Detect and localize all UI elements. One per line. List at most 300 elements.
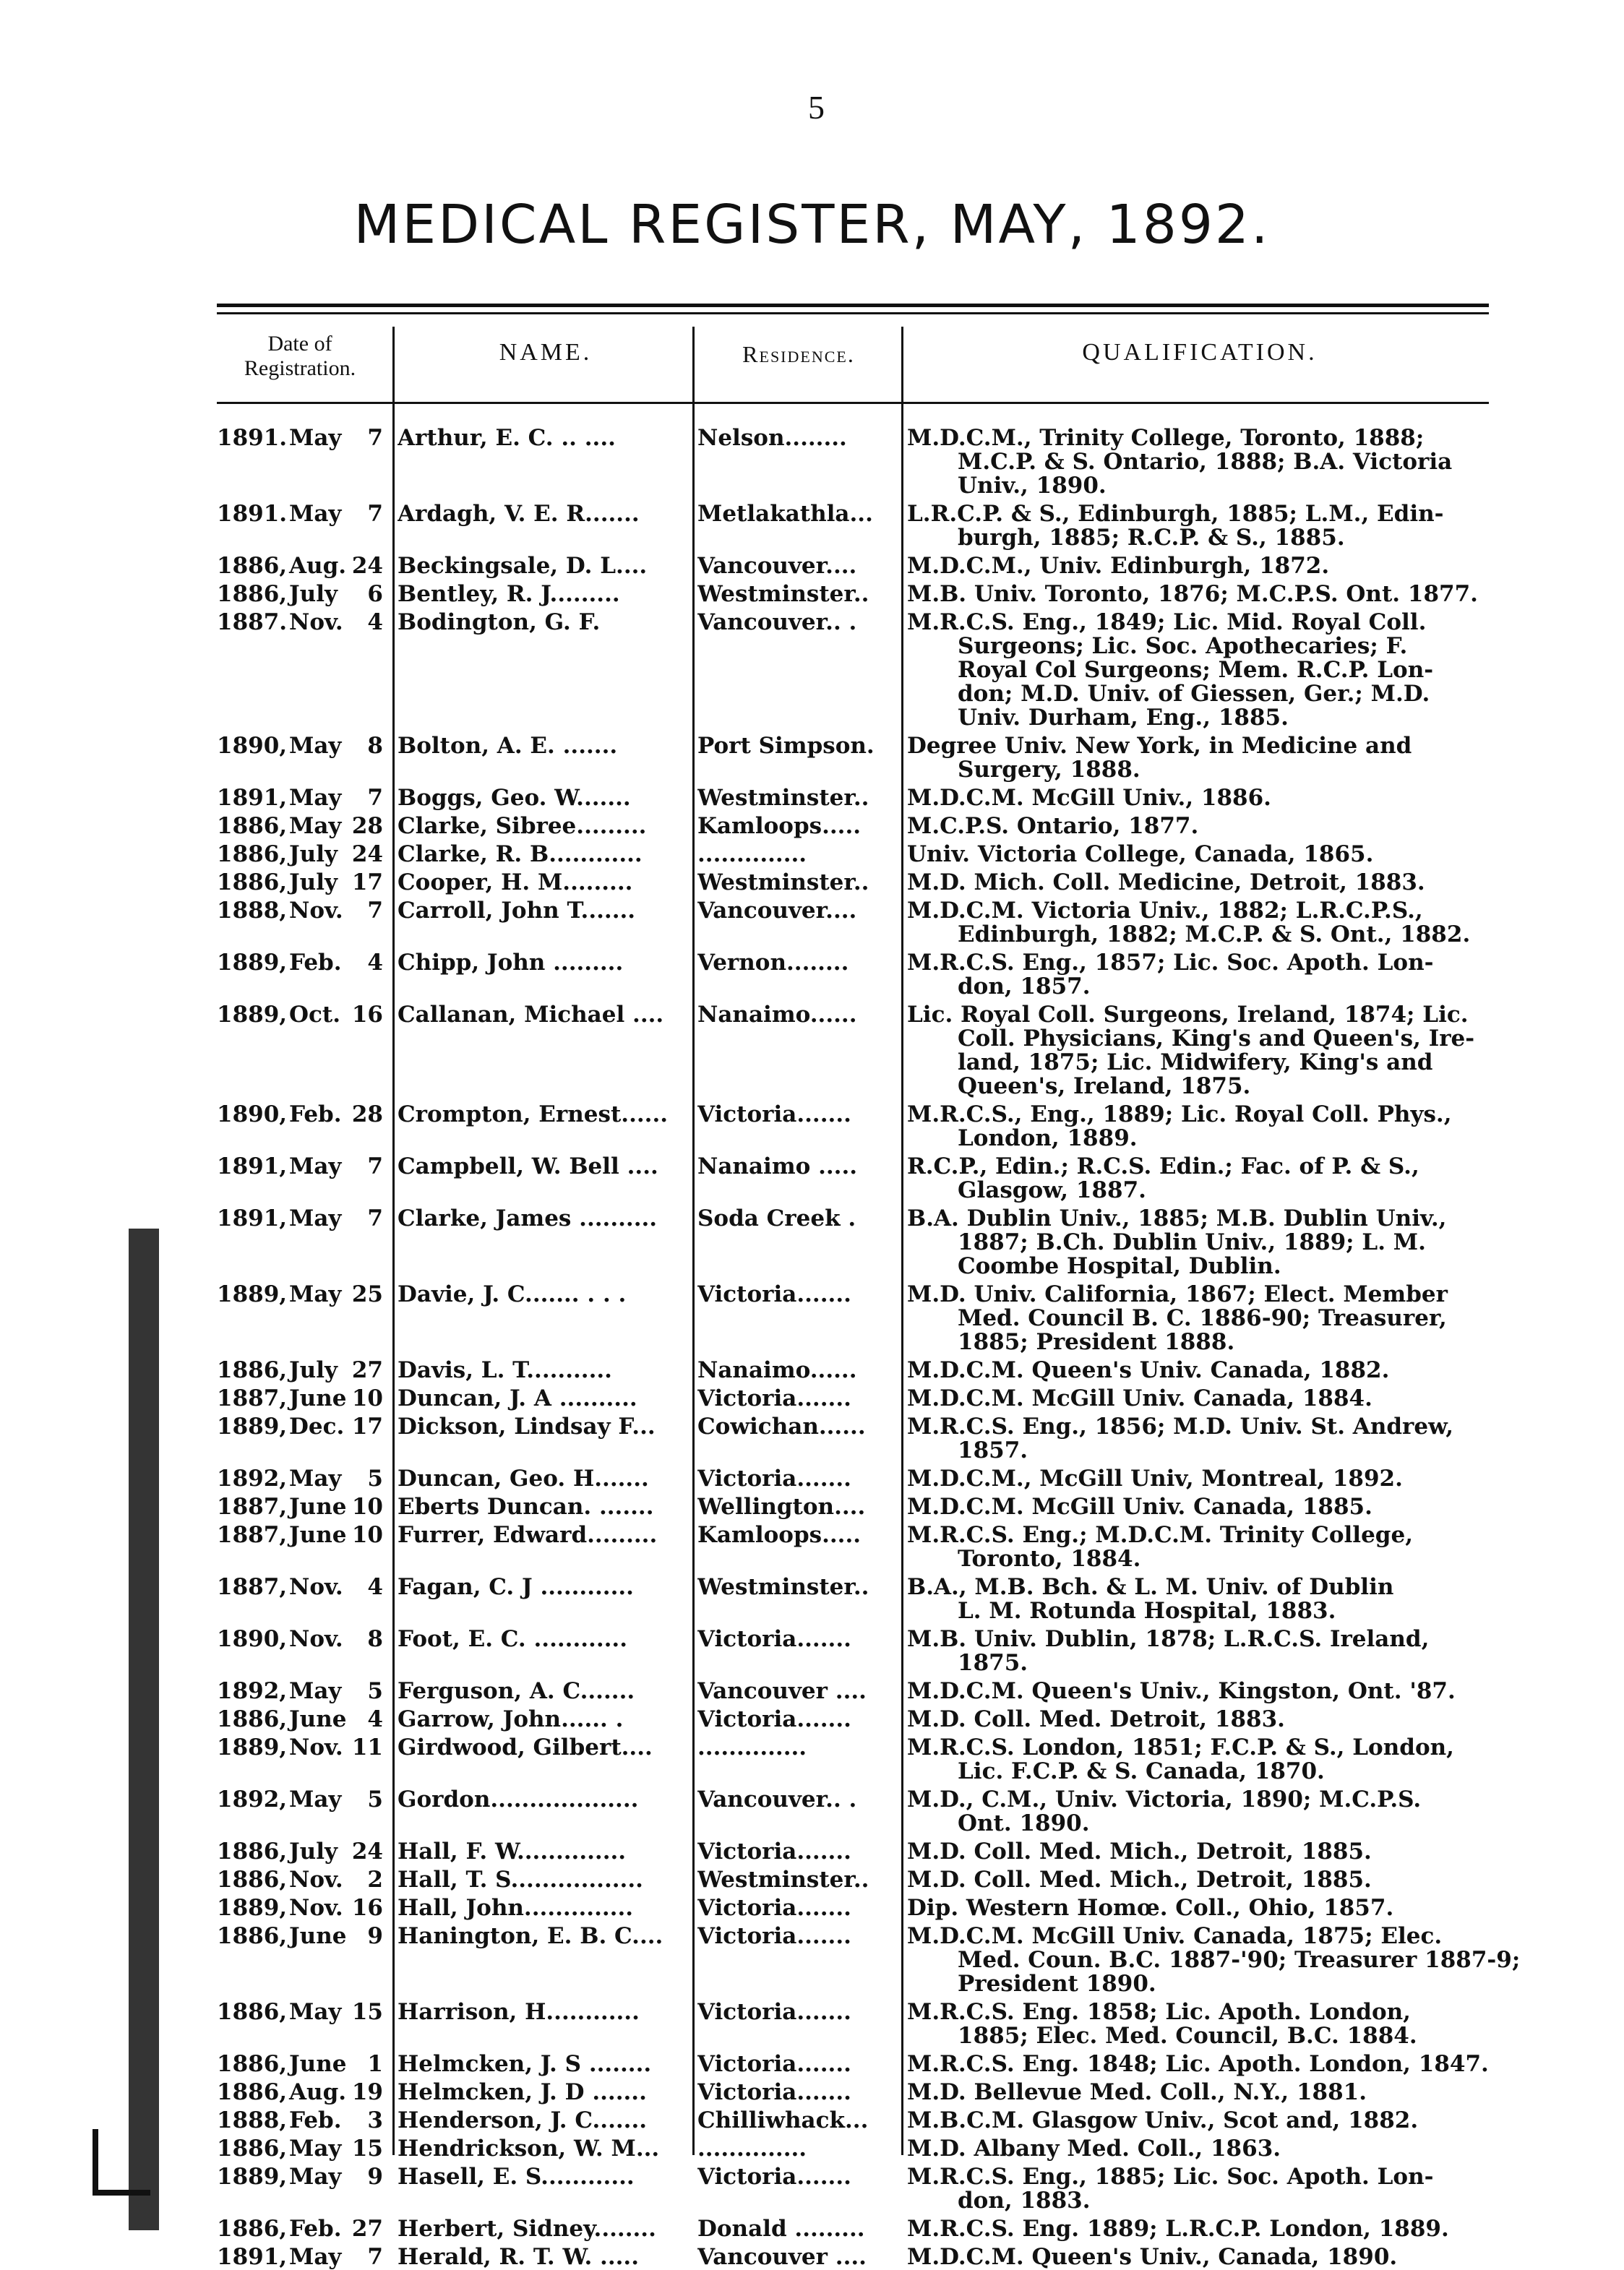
registration-year: 1887. <box>217 609 288 635</box>
registration-day: 4 <box>367 609 383 635</box>
registration-day: 8 <box>367 1626 383 1652</box>
qualification-line: M.D. Univ. California, 1867; Elect. Member <box>907 1281 1448 1307</box>
practitioner-name: Fagan, C. J ............ <box>398 1575 634 1599</box>
top-rule-thin <box>217 312 1489 314</box>
qualification-line: M.R.C.S. Eng. 1889; L.R.C.P. London, 1889. <box>907 2216 1449 2242</box>
registration-month: June <box>289 1923 347 1949</box>
qualification <box>907 2137 1507 2161</box>
registration-day: 19 <box>351 2079 383 2105</box>
registration-day: 5 <box>367 1466 383 1492</box>
registration-date <box>217 1680 383 1703</box>
registration-year: 1889, <box>217 950 288 976</box>
registration-month: Dec. <box>289 1414 345 1440</box>
qualification-line: B.A., M.B. Bch. & L. M. Univ. of Dublin <box>907 1574 1394 1600</box>
practitioner-name: Helmcken, J. S ........ <box>398 2052 652 2076</box>
practitioner-name: Helmcken, J. D ....... <box>398 2081 647 2105</box>
registration-month: June <box>289 2051 347 2077</box>
registration-date <box>217 1003 383 1027</box>
column-divider-2 <box>692 327 695 2155</box>
registration-date <box>217 1840 383 1864</box>
registration-day: 2 <box>367 1867 383 1893</box>
qualification <box>907 1103 1507 1151</box>
registration-year: 1886, <box>217 1706 288 1732</box>
registration-day: 24 <box>351 841 383 867</box>
registration-year: 1891, <box>217 1153 288 1179</box>
registration-day: 8 <box>367 733 383 759</box>
registration-year: 1891, <box>217 2244 288 2270</box>
practitioner-name: Davie, J. C....... . . . <box>398 1283 627 1307</box>
qualification-line: 1875. <box>958 1650 1028 1676</box>
qualification-line: M.D. Mich. Coll. Medicine, Detroit, 1883. <box>907 869 1425 895</box>
registration-year: 1886, <box>217 869 288 895</box>
registration-date <box>217 1155 383 1179</box>
practitioner-name: Gordon................... <box>398 1788 639 1812</box>
qualification-line: burgh, 1885; R.C.P. & S., 1885. <box>958 525 1345 551</box>
qualification <box>907 2000 1507 2048</box>
practitioner-name: Bentley, R. J......... <box>398 582 620 606</box>
registration-day: 1 <box>367 2051 383 2077</box>
residence: Victoria....... <box>697 2000 851 2024</box>
registration-year: 1892, <box>217 1466 288 1492</box>
qualification-line: M.R.C.S. Eng., 1885; Lic. Soc. Apoth. Lon- <box>907 2164 1434 2190</box>
qualification <box>907 1575 1507 1623</box>
registration-year: 1890, <box>217 733 288 759</box>
qualification <box>907 1467 1507 1491</box>
registration-month: Nov. <box>289 898 343 924</box>
qualification-line: M.D.C.M. Queen's Univ. Canada, 1882. <box>907 1357 1390 1383</box>
practitioner-name: Foot, E. C. ............ <box>398 1628 628 1651</box>
registration-date <box>217 786 383 810</box>
residence: Victoria....... <box>697 2165 851 2189</box>
qualification-line: Dip. Western Homœ. Coll., Ohio, 1857. <box>907 1895 1394 1921</box>
registration-year: 1891, <box>217 785 288 811</box>
qualification-line: don; M.D. Univ. of Giessen, Ger.; M.D. <box>958 681 1430 707</box>
registration-year: 1888, <box>217 898 288 924</box>
registration-year: 1892, <box>217 1787 288 1813</box>
registration-date <box>217 1868 383 1892</box>
practitioner-name: Furrer, Edward......... <box>398 1523 658 1547</box>
residence: Vancouver .... <box>697 2245 867 2269</box>
residence: Vernon........ <box>697 951 849 975</box>
registration-date <box>217 1207 383 1231</box>
practitioner-name: Clarke, R. B............ <box>398 843 643 867</box>
qualification-line: M.B. Univ. Toronto, 1876; M.C.P.S. Ont. 1877. <box>907 581 1478 607</box>
registration-day: 10 <box>351 1522 383 1548</box>
registration-date <box>217 2137 383 2161</box>
registration-day: 27 <box>351 1357 383 1383</box>
qualification <box>907 1495 1507 1519</box>
residence: Port Simpson. <box>697 734 875 758</box>
practitioner-name: Arthur, E. C. .. .... <box>398 426 616 450</box>
qualification-line: M.D.C.M. McGill Univ. Canada, 1884. <box>907 1385 1372 1411</box>
qualification <box>907 1003 1507 1099</box>
qualification <box>907 1628 1507 1675</box>
registration-day: 5 <box>367 1678 383 1704</box>
registration-year: 1891. <box>217 425 288 451</box>
practitioner-name: Clarke, Sibree......... <box>398 814 647 838</box>
qualification <box>907 2165 1507 2213</box>
registration-day: 4 <box>367 1706 383 1732</box>
qualification <box>907 1868 1507 1892</box>
registration-day: 15 <box>351 1999 383 2025</box>
qualification-line: Royal Col Surgeons; Mem. R.C.P. Lon- <box>958 657 1434 683</box>
qualification-line: M.R.C.S. Eng.; M.D.C.M. Trinity College, <box>907 1522 1413 1548</box>
registration-day: 7 <box>367 501 383 527</box>
registration-month: July <box>289 869 338 895</box>
qualification-line: M.C.P.S. Ontario, 1877. <box>907 813 1199 839</box>
registration-month: June <box>289 1385 347 1411</box>
registration-year: 1886, <box>217 2136 288 2162</box>
residence: Vancouver.... <box>697 899 857 923</box>
qualification-line: Edinburgh, 1882; M.C.P. & S. Ont., 1882. <box>958 921 1471 947</box>
qualification-line: M.D.C.M., Trinity College, Toronto, 1888; <box>907 425 1425 451</box>
qualification-line: R.C.P., Edin.; R.C.S. Edin.; Fac. of P. & S., <box>907 1153 1419 1179</box>
qualification-line: M.C.P. & S. Ontario, 1888; B.A. Victoria <box>958 449 1453 475</box>
practitioner-name: Duncan, Geo. H....... <box>398 1467 649 1491</box>
registration-day: 27 <box>351 2216 383 2242</box>
residence: Kamloops..... <box>697 1523 862 1547</box>
qualification-line: Univ., 1890. <box>958 473 1107 499</box>
registration-month: May <box>289 425 342 451</box>
registration-date <box>217 1896 383 1920</box>
registration-day: 16 <box>351 1895 383 1921</box>
qualification-line: L.R.C.P. & S., Edinburgh, 1885; L.M., Edin- <box>907 501 1444 527</box>
practitioner-name: Hasell, E. S............ <box>398 2165 635 2189</box>
registration-day: 7 <box>367 785 383 811</box>
registration-month: May <box>289 1205 342 1231</box>
registration-date <box>217 1575 383 1599</box>
header-bottom-rule <box>217 402 1489 404</box>
qualification <box>907 1736 1507 1784</box>
qualification-line: M.R.C.S. Eng., 1856; M.D. Univ. St. Andrew, <box>907 1414 1454 1440</box>
registration-year: 1886, <box>217 2216 288 2242</box>
residence: Westminster.. <box>697 871 869 895</box>
registration-day: 11 <box>351 1734 383 1760</box>
practitioner-name: Campbell, W. Bell .... <box>398 1155 658 1179</box>
qualification-line: M.D.C.M. McGill Univ., 1886. <box>907 785 1271 811</box>
registration-day: 9 <box>367 1923 383 1949</box>
registration-date <box>217 843 383 867</box>
qualification <box>907 1359 1507 1383</box>
qualification <box>907 871 1507 895</box>
qualification <box>907 426 1507 498</box>
residence: Donald ......... <box>697 2217 865 2241</box>
qualification <box>907 2245 1507 2269</box>
registration-date <box>217 426 383 450</box>
qualification-line: President 1890. <box>958 1971 1156 1997</box>
residence: .............. <box>697 1736 807 1760</box>
residence: .............. <box>697 843 807 867</box>
qualification-line: Lic. F.C.P. & S. Canada, 1870. <box>958 1758 1325 1784</box>
practitioner-name: Ardagh, V. E. R....... <box>398 502 640 526</box>
registration-year: 1887, <box>217 1385 288 1411</box>
registration-month: July <box>289 1357 338 1383</box>
qualification <box>907 1708 1507 1732</box>
registration-day: 3 <box>367 2107 383 2133</box>
registration-year: 1886, <box>217 553 288 579</box>
qualification-line: M.D. Bellevue Med. Coll., N.Y., 1881. <box>907 2079 1367 2105</box>
qualification-line: M.D. Coll. Med. Mich., Detroit, 1885. <box>907 1867 1372 1893</box>
registration-date <box>217 1415 383 1439</box>
registration-year: 1886, <box>217 1867 288 1893</box>
qualification-line: L. M. Rotunda Hospital, 1883. <box>958 1598 1336 1624</box>
registration-year: 1889, <box>217 1895 288 1921</box>
qualification-line: M.B. Univ. Dublin, 1878; L.R.C.S. Ireland, <box>907 1626 1430 1652</box>
residence: Victoria....... <box>697 1840 851 1864</box>
qualification <box>907 786 1507 810</box>
registration-day: 28 <box>351 1101 383 1127</box>
registration-date <box>217 1359 383 1383</box>
registration-year: 1887, <box>217 1522 288 1548</box>
registration-month: May <box>289 733 342 759</box>
corner-mark-foot <box>93 2190 150 2196</box>
column-header-date: Date of Registration. <box>244 332 356 380</box>
registration-month: July <box>289 1839 338 1865</box>
qualification-line: Lic. Royal Coll. Surgeons, Ireland, 1874; Lic. <box>907 1002 1469 1028</box>
practitioner-name: Davis, L. T........... <box>398 1359 612 1383</box>
table-header <box>202 322 1496 408</box>
registration-year: 1886, <box>217 841 288 867</box>
registration-date <box>217 2109 383 2133</box>
qualification <box>907 1788 1507 1836</box>
registration-month: May <box>289 1153 342 1179</box>
residence: Westminster.. <box>697 1868 869 1892</box>
practitioner-name: Bodington, G. F. <box>398 611 601 635</box>
residence: .............. <box>697 2137 807 2161</box>
registration-month: May <box>289 1678 342 1704</box>
registration-date <box>217 2000 383 2024</box>
binding-shadow <box>129 1229 159 2230</box>
registration-year: 1888, <box>217 2107 288 2133</box>
residence: Victoria....... <box>697 1387 851 1411</box>
residence: Chilliwhack... <box>697 2109 869 2133</box>
qualification-line: Med. Council B. C. 1886-90; Treasurer, <box>958 1305 1447 1331</box>
registration-month: June <box>289 1706 347 1732</box>
registration-date <box>217 1387 383 1411</box>
practitioner-name: Beckingsale, D. L.... <box>398 554 648 578</box>
qualification <box>907 1387 1507 1411</box>
qualification-line: Surgery, 1888. <box>958 757 1140 783</box>
registration-date <box>217 1283 383 1307</box>
practitioner-name: Duncan, J. A .......... <box>398 1387 637 1411</box>
registration-month: May <box>289 1466 342 1492</box>
practitioner-name: Hanington, E. B. C.... <box>398 1925 663 1948</box>
practitioner-name: Henderson, J. C....... <box>398 2109 648 2133</box>
registration-year: 1886, <box>217 1839 288 1865</box>
residence: Vancouver .... <box>697 1680 867 1703</box>
practitioner-name: Ferguson, A. C....... <box>398 1680 635 1703</box>
qualification-line: Coll. Physicians, King's and Queen's, Ire- <box>958 1026 1475 1052</box>
qualification-line: M.D.C.M., McGill Univ, Montreal, 1892. <box>907 1466 1403 1492</box>
qualification-line: don, 1857. <box>958 973 1091 999</box>
registration-month: May <box>289 1787 342 1813</box>
registration-date <box>217 1925 383 1948</box>
top-rule <box>217 304 1489 307</box>
registration-day: 10 <box>351 1494 383 1520</box>
residence: Soda Creek . <box>697 1207 856 1231</box>
registration-day: 6 <box>367 581 383 607</box>
registration-date <box>217 582 383 606</box>
qualification-line: M.D. Coll. Med. Detroit, 1883. <box>907 1706 1285 1732</box>
residence: Victoria....... <box>697 1925 851 1948</box>
practitioner-name: Chipp, John ......... <box>398 951 624 975</box>
qualification-line: M.B.C.M. Glasgow Univ., Scot and, 1882. <box>907 2107 1419 2133</box>
qualification-line: land, 1875; Lic. Midwifery, King's and <box>958 1049 1433 1075</box>
residence: Westminster.. <box>697 1575 869 1599</box>
registration-date <box>217 2052 383 2076</box>
registration-year: 1890, <box>217 1626 288 1652</box>
qualification-line: M.R.C.S. London, 1851; F.C.P. & S., London, <box>907 1734 1454 1760</box>
registration-day: 7 <box>367 2244 383 2270</box>
registration-month: July <box>289 581 338 607</box>
registration-day: 7 <box>367 1153 383 1179</box>
registration-year: 1886, <box>217 1923 288 1949</box>
registration-date <box>217 2245 383 2269</box>
registration-month: Nov. <box>289 1734 343 1760</box>
registration-year: 1886, <box>217 2051 288 2077</box>
column-header-qualification: QUALIFICATION. <box>1082 339 1318 366</box>
registration-date <box>217 951 383 975</box>
registration-day: 7 <box>367 898 383 924</box>
qualification-line: 1857. <box>958 1437 1028 1463</box>
page-number: 5 <box>808 89 825 126</box>
registration-year: 1886, <box>217 813 288 839</box>
registration-year: 1889, <box>217 1734 288 1760</box>
qualification-line: M.R.C.S. Eng. 1858; Lic. Apoth. London, <box>907 1999 1411 2025</box>
qualification <box>907 734 1507 782</box>
practitioner-name: Herald, R. T. W. ..... <box>398 2245 640 2269</box>
registration-date <box>217 1467 383 1491</box>
registration-date <box>217 2165 383 2189</box>
qualification-line: M.D. Coll. Med. Mich., Detroit, 1885. <box>907 1839 1372 1865</box>
residence: Nanaimo...... <box>697 1003 857 1027</box>
residence: Nanaimo...... <box>697 1359 857 1383</box>
registration-month: June <box>289 1494 347 1520</box>
residence: Victoria....... <box>697 1896 851 1920</box>
qualification-line: 1887; B.Ch. Dublin Univ., 1889; L. M. <box>958 1229 1426 1255</box>
residence: Metlakathla... <box>697 502 873 526</box>
registration-month: Feb. <box>289 2107 342 2133</box>
registration-month: Oct. <box>289 1002 340 1028</box>
qualification <box>907 1415 1507 1463</box>
registration-year: 1892, <box>217 1678 288 1704</box>
registration-month: May <box>289 501 342 527</box>
practitioner-name: Eberts Duncan. ....... <box>398 1495 654 1519</box>
residence: Vancouver.. . <box>697 1788 857 1812</box>
registration-date <box>217 734 383 758</box>
qualification <box>907 1896 1507 1920</box>
registration-day: 10 <box>351 1385 383 1411</box>
registration-date <box>217 502 383 526</box>
qualification-line: 1885; President 1888. <box>958 1329 1235 1355</box>
residence: Victoria....... <box>697 2081 851 2105</box>
qualification <box>907 1155 1507 1203</box>
registration-date <box>217 1788 383 1812</box>
qualification-line: M.D.C.M. McGill Univ. Canada, 1875; Elec. <box>907 1923 1443 1949</box>
practitioner-name: Hall, John.............. <box>398 1896 634 1920</box>
registration-year: 1886, <box>217 581 288 607</box>
qualification <box>907 814 1507 838</box>
registration-month: May <box>289 2244 342 2270</box>
qualification-line: Queen's, Ireland, 1875. <box>958 1073 1251 1099</box>
registration-year: 1889, <box>217 1002 288 1028</box>
registration-date <box>217 899 383 923</box>
qualification-line: B.A. Dublin Univ., 1885; M.B. Dublin Univ., <box>907 1205 1447 1231</box>
residence: Victoria....... <box>697 1708 851 1732</box>
registration-year: 1887, <box>217 1574 288 1600</box>
registration-month: Aug. <box>289 2079 347 2105</box>
registration-month: Nov. <box>289 1895 343 1921</box>
qualification-line: 1885; Elec. Med. Council, B.C. 1884. <box>958 2023 1417 2049</box>
practitioner-name: Hendrickson, W. M... <box>398 2137 660 2161</box>
qualification <box>907 843 1507 867</box>
registration-month: Nov. <box>289 609 343 635</box>
practitioner-name: Hall, F. W.............. <box>398 1840 627 1864</box>
practitioner-name: Girdwood, Gilbert.... <box>398 1736 653 1760</box>
registration-year: 1887, <box>217 1494 288 1520</box>
qualification-line: M.D., C.M., Univ. Victoria, 1890; M.C.P.S. <box>907 1787 1422 1813</box>
qualification-line: Toronto, 1884. <box>958 1546 1141 1572</box>
qualification <box>907 1923 1521 1997</box>
registration-year: 1886, <box>217 1357 288 1383</box>
practitioner-name: Harrison, H............ <box>398 2000 640 2024</box>
registration-day: 15 <box>351 2136 383 2162</box>
registration-day: 7 <box>367 1205 383 1231</box>
qualification <box>907 951 1507 999</box>
registration-date <box>217 871 383 895</box>
qualification-line: M.R.C.S., Eng., 1889; Lic. Royal Coll. Phys., <box>907 1101 1452 1127</box>
registration-day: 7 <box>367 425 383 451</box>
registration-day: 9 <box>367 2164 383 2190</box>
registration-month: May <box>289 785 342 811</box>
qualification-line: Ont. 1890. <box>958 1810 1090 1836</box>
registration-year: 1889, <box>217 1414 288 1440</box>
qualification-line: M.R.C.S. Eng., 1849; Lic. Mid. Royal Coll. <box>907 609 1427 635</box>
column-divider-3 <box>901 327 903 2155</box>
qualification <box>907 1283 1507 1354</box>
residence: Vancouver.... <box>697 554 857 578</box>
qualification-line: don, 1883. <box>958 2188 1091 2214</box>
registration-day: 28 <box>351 813 383 839</box>
registration-year: 1891. <box>217 501 288 527</box>
residence: Nelson........ <box>697 426 847 450</box>
registration-date <box>217 2217 383 2241</box>
qualification <box>907 582 1507 606</box>
qualification <box>907 1207 1507 1278</box>
registration-day: 4 <box>367 1574 383 1600</box>
residence: Victoria....... <box>697 1628 851 1651</box>
practitioner-name: Clarke, James .......... <box>398 1207 658 1231</box>
qualification <box>907 2052 1507 2076</box>
registration-year: 1889, <box>217 2164 288 2190</box>
registration-month: Feb. <box>289 950 342 976</box>
residence: Victoria....... <box>697 2052 851 2076</box>
practitioner-name: Garrow, John...... . <box>398 1708 624 1732</box>
qualification-line: M.D.C.M. Queen's Univ., Kingston, Ont. '87. <box>907 1678 1456 1704</box>
registration-date <box>217 1103 383 1127</box>
residence: Victoria....... <box>697 1467 851 1491</box>
qualification <box>907 1523 1507 1571</box>
registration-month: Nov. <box>289 1574 343 1600</box>
registration-date <box>217 1736 383 1760</box>
registration-date <box>217 1523 383 1547</box>
column-header-residence: Residence. <box>742 341 855 367</box>
registration-month: Feb. <box>289 1101 342 1127</box>
registration-date <box>217 1708 383 1732</box>
qualification <box>907 1840 1507 1864</box>
practitioner-name: Hall, T. S................. <box>398 1868 643 1892</box>
qualification-line: M.D. Albany Med. Coll., 1863. <box>907 2136 1281 2162</box>
